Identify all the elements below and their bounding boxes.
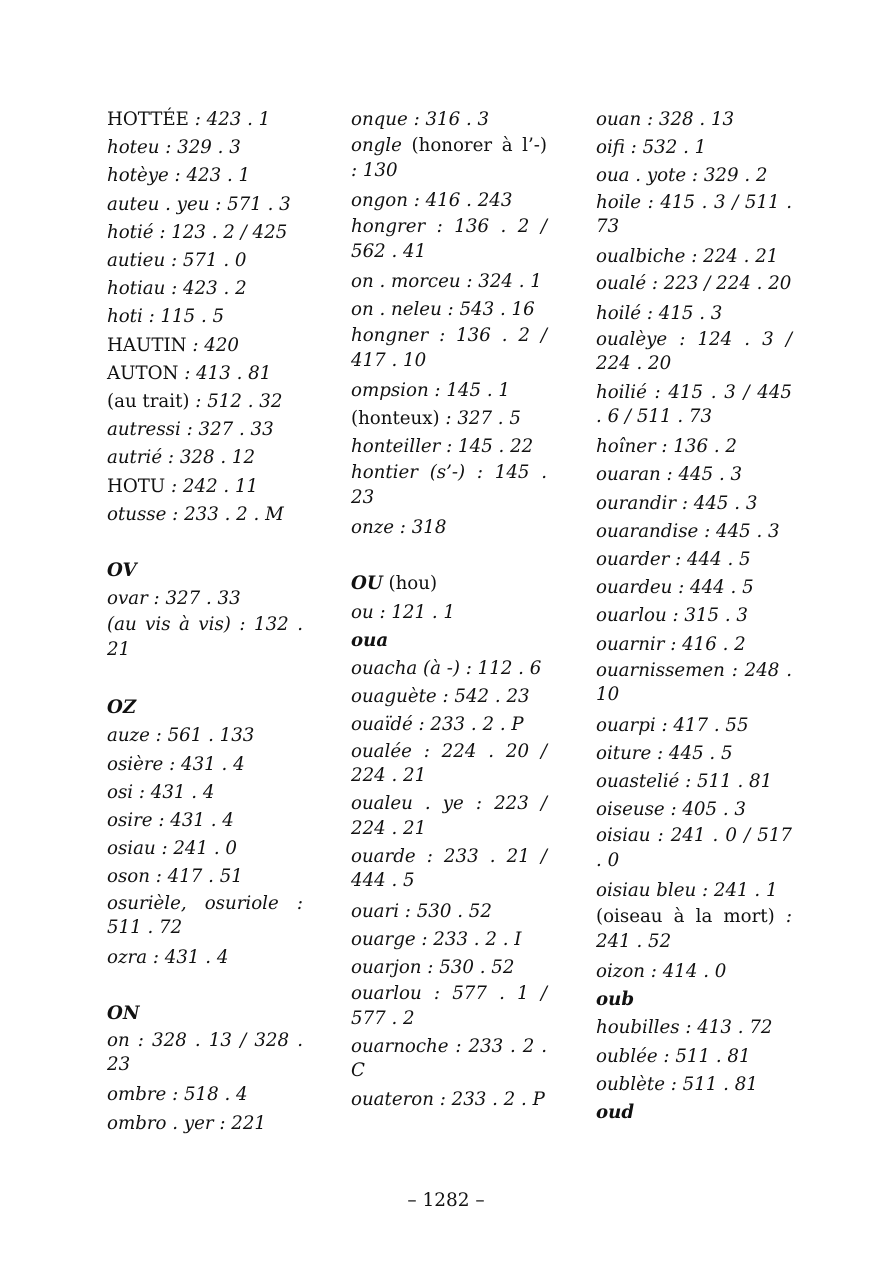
entry-text: oisiau bleu : 241 . 1 <box>596 880 778 902</box>
index-entry <box>107 779 303 807</box>
entry-text: hoîner : 136 . 2 <box>596 436 737 458</box>
section-heading: OZ <box>107 697 137 719</box>
entry-text: ombro . yer : 221 <box>107 1112 266 1134</box>
entry-text: ovar : 327 . 33 <box>107 588 241 610</box>
index-entry <box>596 768 792 796</box>
entry-text: auze : 561 . 133 <box>107 725 255 747</box>
entry-text: ouardeu : 444 . 5 <box>596 577 754 599</box>
index-entry <box>596 162 792 190</box>
entry-text: oualé : 223 / 224 . 20 <box>596 272 792 294</box>
index-entry <box>596 659 792 708</box>
entry-text: osire : 431 . 4 <box>107 809 234 831</box>
entry-text: hoteu : 329 . 3 <box>107 137 241 159</box>
entry-text: oualée : 224 . 20 / 224 . 21 <box>351 740 547 787</box>
entry-text: ouarlou : 315 . 3 <box>596 605 749 627</box>
entry-text: ouaïdé : 233 . 2 . P <box>351 714 524 736</box>
index-entry <box>596 106 792 134</box>
index-column-1 <box>107 106 303 1138</box>
entry-text: ouateron : 233 . 2 . P <box>351 1088 545 1110</box>
entry-text: : 423 . 1 <box>188 109 271 130</box>
entry-text: HOTTÉE <box>107 109 189 130</box>
index-entry <box>596 1043 792 1071</box>
entry-text: autrié : 328 . 12 <box>107 447 256 469</box>
index-entry <box>107 613 303 662</box>
entry-text: ouarnissemen : 248 . 10 <box>596 659 792 706</box>
entry-text: auteu . yeu : 571 . 3 <box>107 193 291 215</box>
index-entry <box>351 296 547 324</box>
entry-text: hoile : 415 . 3 / 511 . 73 <box>596 191 792 238</box>
entry-text: ombre : 518 . 4 <box>107 1084 248 1106</box>
entry-text: oisiau : 241 . 0 / 517 . 0 <box>596 825 792 871</box>
entry-text: oualbiche : 224 . 21 <box>596 246 779 268</box>
entry-text: (honteux) <box>351 408 440 430</box>
index-entry <box>351 683 547 711</box>
entry-text: oua . yote : 329 . 2 <box>596 165 768 187</box>
index-entry <box>351 599 547 627</box>
index-entry <box>351 187 547 215</box>
entry-text: oiseuse : 405 . 3 <box>596 799 746 821</box>
entry-text: AUTON <box>107 362 179 384</box>
index-entry <box>596 328 792 377</box>
index-entry <box>107 501 303 529</box>
index-entry <box>596 1071 792 1099</box>
entry-text: ouan : 328 . 13 <box>596 109 735 130</box>
index-entry <box>596 574 792 602</box>
entry-text: ouarandise : 445 . 3 <box>596 520 780 542</box>
index-entry <box>596 461 792 489</box>
index-entry <box>596 905 792 954</box>
entry-text: honteiller : 145 . 22 <box>351 436 534 458</box>
section-heading: oub <box>596 989 635 1011</box>
index-entry <box>107 247 303 275</box>
entry-text: hotèye : 423 . 1 <box>107 165 251 187</box>
entry-text: (oiseau à la mort) <box>596 906 775 928</box>
index-entry <box>596 546 792 574</box>
entry-text: autieu : 571 . 0 <box>107 250 247 272</box>
entry-text: : 327 . 5 <box>439 408 521 430</box>
index-entry <box>351 1088 547 1113</box>
entry-text: otusse : 233 . 2 . M <box>107 503 284 525</box>
index-entry <box>107 751 303 779</box>
index-entry <box>107 332 303 360</box>
index-entry <box>351 433 547 461</box>
index-entry <box>351 982 547 1031</box>
index-entry <box>351 106 547 134</box>
entry-text: on . neleu : 543 . 16 <box>351 298 535 320</box>
index-entry <box>107 863 303 891</box>
entry-text: hongner : 136 . 2 / 417 . 10 <box>351 325 547 371</box>
entry-text: oualèye : 124 . 3 / 224 . 20 <box>596 328 792 375</box>
entry-text: autressi : 327 . 33 <box>107 419 274 441</box>
index-entry <box>107 191 303 219</box>
index-entry <box>351 324 547 373</box>
entry-text: HAUTIN <box>107 334 187 356</box>
index-entry <box>351 1035 547 1084</box>
entry-text: hoilié : 415 . 3 / 445 . 6 / 511 . 73 <box>596 381 792 428</box>
entry-text: houbilles : 413 . 72 <box>596 1017 773 1039</box>
entry-text: ouacha (à -) : 112 . 6 <box>351 657 542 679</box>
entry-text: hongrer : 136 . 2 / 562 . 41 <box>351 216 547 262</box>
index-entry <box>107 892 303 941</box>
entry-text: (hou) <box>382 573 438 595</box>
index-entry <box>351 377 547 405</box>
entry-text: ouarjon : 530 . 52 <box>351 957 515 979</box>
index-entry <box>107 134 303 162</box>
index-entry <box>107 444 303 472</box>
page-number: – 1282 – <box>407 1190 485 1211</box>
entry-text: on . morceu : 324 . 1 <box>351 270 542 292</box>
index-entry <box>107 388 303 416</box>
index-entry <box>351 268 547 296</box>
entry-text: : 130 <box>351 159 398 181</box>
entry-text: hotiau : 423 . 2 <box>107 278 247 300</box>
section-heading: oua <box>351 629 389 651</box>
entry-text: oublée : 511 . 81 <box>596 1045 751 1067</box>
index-entry <box>596 134 792 162</box>
index-entry <box>596 796 792 824</box>
entry-text: hoilé : 415 . 3 <box>596 302 723 324</box>
entry-text: ouarge : 233 . 2 . I <box>351 928 522 950</box>
index-entry <box>351 711 547 739</box>
index-entry <box>351 461 547 510</box>
entry-text: on : 328 . 13 / 328 . 23 <box>107 1029 303 1076</box>
entry-text: hontier (s’-) : 145 . 23 <box>351 462 547 508</box>
entry-text: oublète : 511 . 81 <box>596 1073 758 1095</box>
index-entry <box>351 792 547 841</box>
index-entry <box>351 514 547 542</box>
entry-text: osi : 431 . 4 <box>107 781 215 803</box>
index-entry <box>596 958 792 986</box>
entry-text: osurièle, osuriole : 511 . 72 <box>107 892 303 939</box>
section-gap <box>351 542 547 570</box>
index-entry <box>107 944 303 972</box>
entry-text: (honorer à l’-) <box>401 135 547 157</box>
index-entry <box>351 655 547 683</box>
index-column-3 <box>596 106 792 1127</box>
section-gap <box>107 666 303 694</box>
index-entry <box>596 300 792 328</box>
index-entry <box>351 740 547 789</box>
entry-text: ourandir : 445 . 3 <box>596 492 758 514</box>
section-gap <box>107 972 303 1000</box>
index-column-2 <box>351 106 547 1116</box>
entry-text: ouastelié : 511 . 81 <box>596 770 773 792</box>
entry-text: hoti : 115 . 5 <box>107 306 225 328</box>
index-entry <box>107 360 303 388</box>
entry-text: : 242 . 11 <box>165 475 259 497</box>
entry-text: ouaran : 445 . 3 <box>596 464 743 486</box>
entry-text: ouarnir : 416 . 2 <box>596 633 746 655</box>
entry-text: OU <box>351 573 383 595</box>
entry-text: ouaguète : 542 . 23 <box>351 686 530 708</box>
index-entry <box>596 518 792 546</box>
entry-text: osière : 431 . 4 <box>107 753 245 775</box>
entry-text: hotié : 123 . 2 / 425 <box>107 221 288 243</box>
entry-text: : 413 . 81 <box>178 362 272 384</box>
index-entry <box>596 877 792 905</box>
entry-text: ouarpi : 417 . 55 <box>596 714 749 736</box>
entry-text: (au vis à vis) : 132 . 21 <box>107 614 303 660</box>
entry-text: ouarlou : 577 . 1 / 577 . 2 <box>351 983 547 1029</box>
index-entry <box>596 631 792 659</box>
index-entry <box>351 134 547 183</box>
index-entry <box>107 106 303 134</box>
index-entry <box>107 1110 303 1138</box>
index-entry <box>107 1081 303 1109</box>
index-entry <box>107 219 303 247</box>
entry-text: oson : 417 . 51 <box>107 866 243 888</box>
index-entry <box>351 926 547 954</box>
section-heading: ON <box>107 1003 140 1025</box>
entry-text: oizon : 414 . 0 <box>596 960 727 982</box>
entry-text: : 512 . 32 <box>189 391 283 413</box>
index-entry <box>107 807 303 835</box>
index-entry <box>107 162 303 190</box>
entry-text: ongle <box>351 135 402 157</box>
index-entry <box>107 473 303 501</box>
section-heading: OV <box>107 560 137 582</box>
index-entry <box>107 722 303 750</box>
index-entry <box>596 243 792 271</box>
entry-text: ou : 121 . 1 <box>351 601 455 623</box>
entry-text: (au trait) <box>107 391 190 413</box>
entry-text: ozra : 431 . 4 <box>107 947 229 969</box>
index-entry <box>351 570 547 598</box>
index-entry <box>107 275 303 303</box>
index-entry <box>107 303 303 331</box>
entry-text: : 241 . 52 <box>596 906 792 952</box>
entry-text: ongon : 416 . 243 <box>351 189 513 211</box>
entry-text: oiture : 445 . 5 <box>596 742 733 764</box>
entry-text: oifi : 532 . 1 <box>596 137 707 159</box>
entry-text: HOTU <box>107 475 166 497</box>
index-entry <box>596 381 792 430</box>
entry-text: ouarder : 444 . 5 <box>596 549 751 571</box>
entry-text: onze : 318 <box>351 517 447 539</box>
index-entry <box>596 191 792 240</box>
index-entry <box>351 405 547 433</box>
entry-text: ompsion : 145 . 1 <box>351 379 510 401</box>
index-entry <box>351 215 547 264</box>
entry-text: osiau : 241 . 0 <box>107 838 237 860</box>
entry-text: onque : 316 . 3 <box>351 109 490 130</box>
index-entry <box>107 416 303 444</box>
entry-text: ouarnoche : 233 . 2 . C <box>351 1035 547 1082</box>
section-heading: oud <box>596 1101 635 1123</box>
index-entry <box>596 490 792 518</box>
entry-text: : 420 <box>186 334 239 356</box>
entry-text: ouari : 530 . 52 <box>351 900 492 922</box>
index-entry <box>107 835 303 863</box>
index-entry <box>596 602 792 630</box>
entry-text: oualeu . ye : 223 / 224 . 21 <box>351 793 547 839</box>
index-entry <box>596 712 792 740</box>
index-entry <box>107 1029 303 1078</box>
index-entry <box>596 433 792 461</box>
index-entry <box>596 1014 792 1042</box>
index-entry <box>107 585 303 613</box>
index-entry <box>596 740 792 768</box>
index-entry <box>351 898 547 926</box>
entry-text: ouarde : 233 . 21 / 444 . 5 <box>351 845 547 892</box>
index-entry <box>596 272 792 297</box>
index-entry <box>351 954 547 982</box>
index-entry <box>596 824 792 873</box>
index-entry <box>351 845 547 894</box>
section-gap <box>107 529 303 557</box>
